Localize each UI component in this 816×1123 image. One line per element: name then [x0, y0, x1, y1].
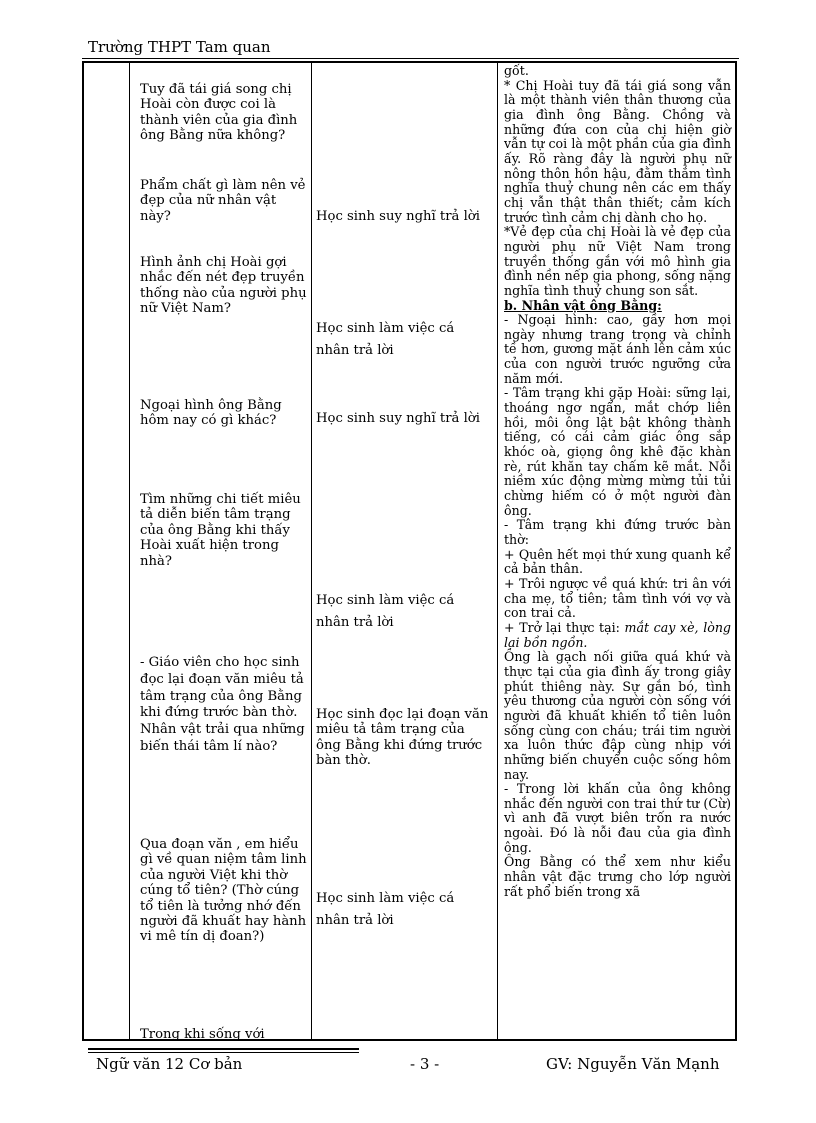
question-text: Hình ảnh chị Hoài gợi nhắc đến nét đẹp truyền thống nào của người phụ nữ Việt Nam?	[140, 255, 307, 317]
quoted-text: mắt cay xè, lòng lại bồn ngồn.	[504, 619, 731, 650]
footer-rule	[88, 1052, 359, 1053]
content-paragraph: * Chị Hoài tuy đã tái giá song vẫn là một thành viên thân thương của gia đình ông Bằng. Chồng và những đứa con của chị hiện giờ vẫn tự coi là một phần của gia đình ấy. Rõ ràng đây là người phụ nữ nông thôn hồn hậu, đằm thắm tình nghĩa thuỷ chung nên các em thấy chị vẫn thật thân thiết; cảm kích trước tình cảm chị dành cho họ.	[504, 77, 731, 225]
content-paragraph: + Trôi ngược về quá khứ: tri ân với cha mẹ, tổ tiên; tâm tình với vợ và con trai cả.	[504, 575, 731, 621]
page-header: Trường THPT Tam quan	[88, 38, 271, 56]
activity-text: Học sinh làm việc cá nhân trả lời	[316, 891, 455, 928]
activity-text: Học sinh làm việc cá nhân trả lời	[316, 593, 455, 630]
column-divider	[129, 63, 130, 1039]
question-text: Tìm những chi tiết miêu tả diễn biến tâm trạng của ông Bằng khi thấy Hoài xuất hiện trong nhà?	[140, 492, 301, 569]
column-divider	[497, 63, 498, 1039]
content-paragraph: + Quên hết mọi thứ xung quanh kể cả bản thân.	[504, 546, 731, 577]
content-paragraph: Ông là gạch nối giữa quá khứ và thực tại của gia đình ấy trong giây phút thiêng này. Sự gắn bó, tình yêu thương của người còn sống với người đã khuất khiến tổ tiên luôn sống cùng con cháu; trái tim người xa luôn thức đập cùng nhịp với những biến chuyển cuộc sống hôm nay.	[504, 649, 731, 782]
activity-text: Học sinh đọc lại đoạn văn miêu tả tâm trạng của ông Bằng khi đứng trước bàn thờ.	[316, 707, 489, 769]
footer-subject: Ngữ văn 12 Cơ bản	[96, 1055, 243, 1073]
content-paragraph: gốt.	[504, 63, 529, 78]
content-paragraph: - Tâm trạng khi gặp Hoài: sững lại, thoáng ngơ ngẩn, mắt chớp liên hồi, môi ông lật bật không thành tiếng, có cái cảm giác ông sắp khóc oà, giọng ông khê đặc khàn rè, rút khăn tay chấm kẽ mắt. Nỗi niềm xúc động mừng mừng tủi tủi chừng hiếm có ở một người đàn ông.	[504, 385, 731, 518]
activity-text: Học sinh làm việc cá nhân trả lời	[316, 321, 455, 358]
question-text: Phẩm chất gì làm nên vẻ đẹp của nữ nhân vật này?	[140, 178, 306, 224]
section-heading: b. Nhân vật ông Bằng:	[504, 297, 662, 313]
lesson-table	[82, 61, 737, 1041]
content-paragraph: - Ngoại hình: cao, gầy hơn mọi ngày nhưng trang trọng và chỉnh tề hơn, gương mặt ánh lên cảm xúc của con người trước ngưỡng cửa năm mới.	[504, 312, 731, 386]
question-text: Qua đoạn văn , em hiểu gì về quan niệm tâm linh của người Việt khi thờ cúng tổ tiên? (Thờ cúng tổ tiên là tưởng nhớ đến người đã khuất hay hành vi mê tín dị đoan?)	[140, 837, 307, 945]
question-text: Tuy đã tái giá song chị Hoài còn được coi là thành viên của gia đình ông Bằng nữa không?	[140, 82, 298, 144]
question-text: Trong khi sống với	[140, 1027, 265, 1042]
content-paragraph: - Tâm trạng khi đứng trước bàn thờ:	[504, 517, 731, 547]
question-text: Ngoại hình ông Bằng hôm nay có gì khác?	[140, 398, 282, 429]
content-paragraph	[504, 621, 731, 650]
lesson-content-column	[504, 64, 731, 899]
activity-text: Học sinh suy nghĩ trả lời	[316, 411, 480, 426]
content-text: + Trở lại thực tại:	[504, 619, 620, 635]
question-text: - Giáo viên cho học sinh đọc lại đoạn văn miêu tả tâm trạng của ông Bằng khi đứng trước bàn thờ. Nhân vật trải qua những biến thái tâm lí nào?	[140, 655, 305, 754]
page-number: - 3 -	[410, 1055, 440, 1073]
content-paragraph: *Vẻ đẹp của chị Hoài là vẻ đẹp của người phụ nữ Việt Nam trong truyền thống gắn với mô hình gia đình nền nếp gia phong, sống nặng nghĩa tình thuỷ chung son sắt.	[504, 224, 731, 298]
footer-rule	[88, 1048, 359, 1050]
content-paragraph: - Trong lời khấn của ông không nhắc đến người con trai thứ tư (Cừ) vì anh đã vượt biên trốn ra nước ngoài. Đó là nỗi đau của gia đình ông.	[504, 781, 731, 855]
column-divider	[311, 63, 312, 1039]
content-paragraph: Ông Bằng có thể xem như kiểu nhân vật đặc trưng cho lớp người rất phổ biến trong xã	[504, 854, 731, 899]
activity-text: Học sinh suy nghĩ trả lời	[316, 209, 480, 224]
footer-teacher: GV: Nguyễn Văn Mạnh	[546, 1055, 720, 1073]
header-rule	[82, 58, 739, 59]
